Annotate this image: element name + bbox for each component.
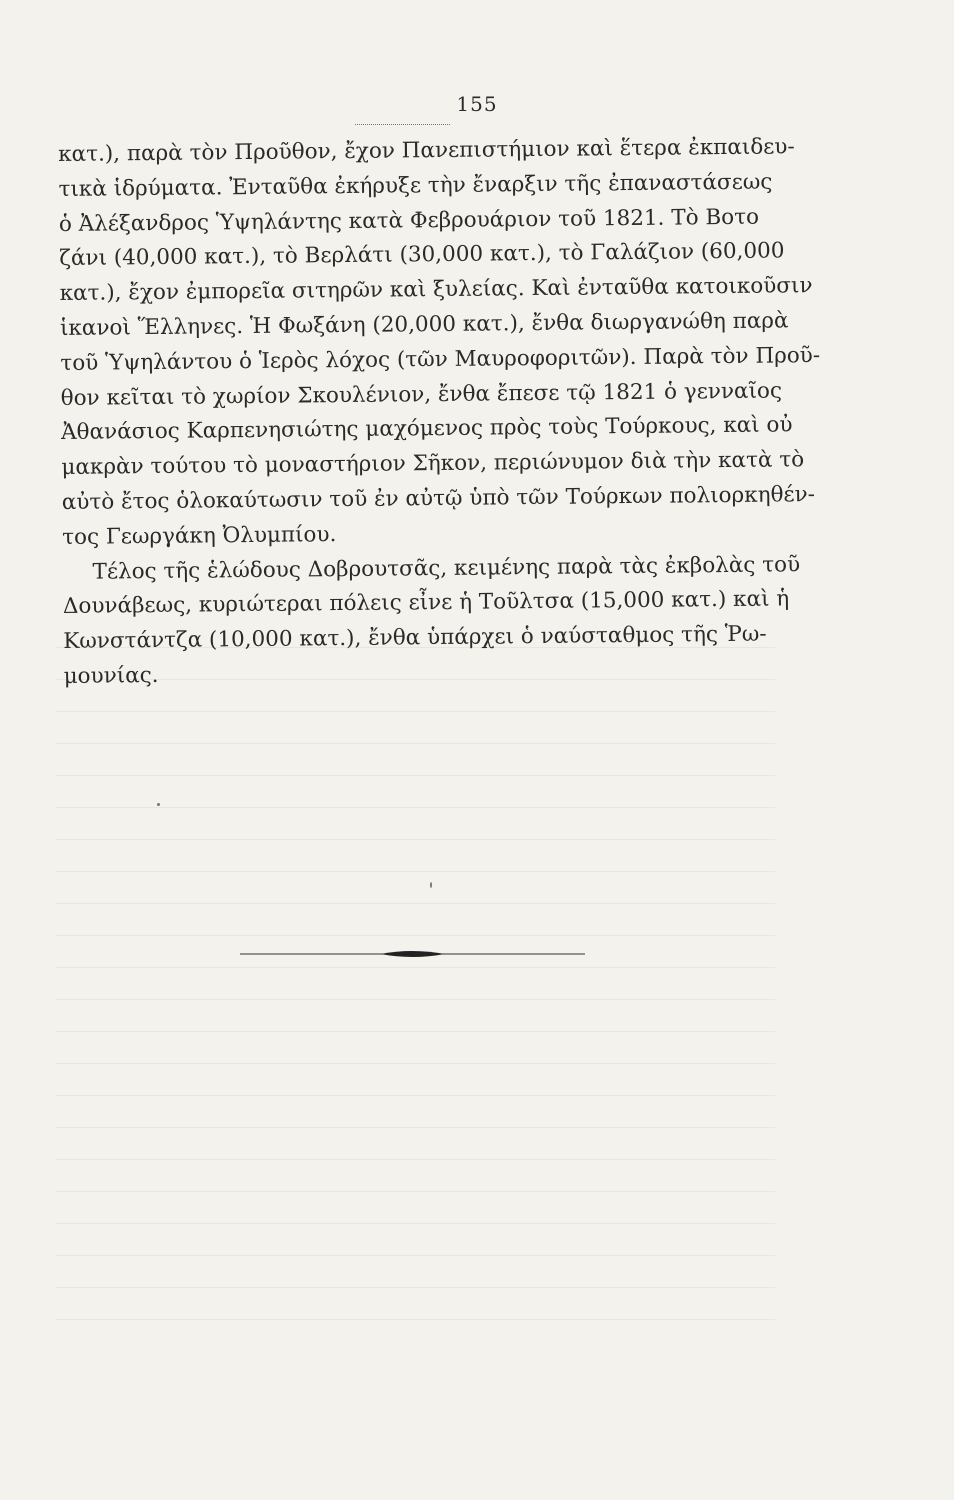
section-end-ornament (240, 948, 585, 960)
ink-speck (157, 803, 160, 806)
page-number: 155 (456, 92, 498, 116)
text-line: Τέλος τῆς ἑλώδους Δοβρουτσᾶς, κειμένης παρὰ τὰς ἐκβολὰς τοῦ (92, 551, 801, 585)
text-line: τος Γεωργάκη Ὀλυμπίου. (62, 521, 337, 550)
text-line: ζάνι (40,000 κατ.), τὸ Βερλάτι (30,000 κατ.), τὸ Γαλάζιον (60,000 (59, 238, 785, 272)
paragraph-2 (62, 548, 801, 695)
text-line: μακρὰν τούτου τὸ μοναστήριον Σῆκον, περιώνυμον διὰ τὴν κατὰ τὸ (61, 447, 805, 481)
ink-speck (430, 882, 432, 888)
text-line: κατ.), παρὰ τὸν Προῦθον, ἔχον Πανεπιστήμιον καὶ ἕτερα ἐκπαιδευ- (58, 134, 795, 167)
header-rule (355, 124, 450, 125)
text-line: αὐτὸ ἔτος ὁλοκαύτωσιν τοῦ ἐν αὐτῷ ὑπὸ τῶν Τούρκων πολιορκηθέν- (61, 482, 816, 515)
text-line: θον κεῖται τὸ χωρίον Σκουλένιον, ἔνθα ἔπεσε τῷ 1821 ὁ γενναῖος (60, 378, 783, 411)
text-line: κατ.), ἔχον ἐμπορεῖα σιτηρῶν καὶ ξυλείας. Καὶ ἐνταῦθα κατοικοῦσιν (59, 273, 813, 307)
paragraph-1 (58, 130, 821, 555)
text-line: τικὰ ἱδρύματα. Ἐνταῦθα ἐκήρυξε τὴν ἔναρξιν τῆς ἐπαναστάσεως (58, 169, 773, 202)
text-line: μουνίας. (63, 662, 159, 689)
body-text (58, 130, 821, 694)
text-line: Δουνάβεως, κυριώτεραι πόλεις εἶνε ἡ Τοῦλτσα (15,000 κατ.) καὶ ἡ (62, 586, 790, 620)
text-line: ὁ Ἀλέξανδρος Ὑψηλάντης κατὰ Φεβρουάριον τοῦ 1821. Τὸ Βοτο (58, 204, 760, 237)
text-line: ἱκανοὶ Ἕλληνες. Ἡ Φωξάνη (20,000 κατ.), ἔνθα διωργανώθη παρὰ (59, 308, 789, 341)
text-line: Ἀθανάσιος Καρπενησιώτης μαχόμενος πρὸς τοὺς Τούρκους, καὶ οὐ (60, 412, 793, 446)
text-line: Κωνστάντζα (10,000 κατ.), ἔνθα ὑπάρχει ὁ ναύσταθμος τῆς Ῥω- (63, 621, 767, 655)
show-through-text (55, 640, 775, 1320)
text-line: τοῦ Ὑψηλάντου ὁ Ἱερὸς λόχος (τῶν Μαυροφοριτῶν). Παρὰ τὸν Προῦ- (60, 342, 821, 376)
